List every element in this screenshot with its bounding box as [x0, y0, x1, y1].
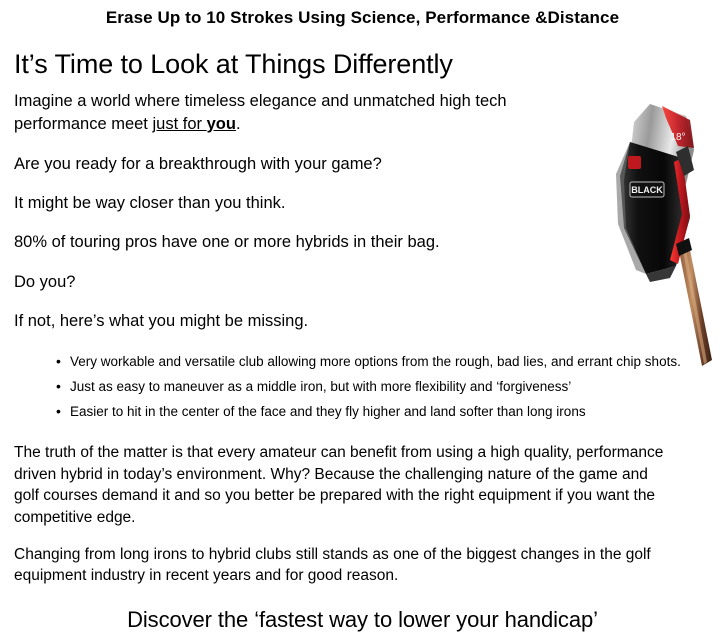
do-you-paragraph: Do you?	[14, 272, 76, 291]
club-brand-label: BLACK	[631, 185, 663, 195]
intro-period: .	[235, 115, 241, 134]
club-shaft-highlight	[682, 244, 707, 364]
list-item: • Very workable and versatile club allowing more options from the rough, bad lies, and errant chip shots.	[56, 352, 711, 372]
list-item: • Just as easy to maneuver as a middle iron, but with more flexibility and ‘forgiveness’	[56, 377, 711, 397]
question-paragraph: Are you ready for a breakthrough with your game?	[14, 154, 382, 173]
if-not-paragraph: If not, here’s what you might be missing.	[14, 312, 309, 331]
closer-paragraph: It might be way closer than you think.	[14, 193, 286, 212]
truth-paragraph: The truth of the matter is that every amateur can benefit from using a high quality, performance driven hybrid in today’s environment. Why? Because the challenging nature of the game and golf courses demand it and so you better be prepared with the right equipment if you want the competitive edge.	[14, 444, 664, 526]
club-loft-label: 18°	[670, 132, 686, 143]
hybrid-golf-club-icon	[590, 98, 715, 368]
intro-text-part1: Imagine a world where timeless elegance and unmatched high tech performance meet	[14, 91, 507, 134]
stat-paragraph: 80% of touring pros have one or more hybrids in their bag.	[14, 233, 440, 252]
club-logo-badge	[628, 156, 641, 169]
intro-you: you	[206, 115, 236, 134]
intro-paragraph	[14, 90, 589, 137]
intro-just-for: just for	[152, 115, 207, 134]
section-subheading: It’s Time to Look at Things Differently	[14, 49, 453, 79]
golf-club-image	[590, 98, 715, 368]
list-item: • Easier to hit in the center of the face and they fly higher and land softer than long irons	[56, 402, 711, 422]
change-paragraph: Changing from long irons to hybrid clubs still stands as one of the biggest changes in the golf equipment industry in recent years and for good reason.	[14, 545, 651, 585]
closing-statement: Discover the ‘fastest way to lower your handicap’	[127, 606, 598, 632]
page-headline: Erase Up to 10 Strokes Using Science, Performance &Distance	[105, 8, 620, 27]
